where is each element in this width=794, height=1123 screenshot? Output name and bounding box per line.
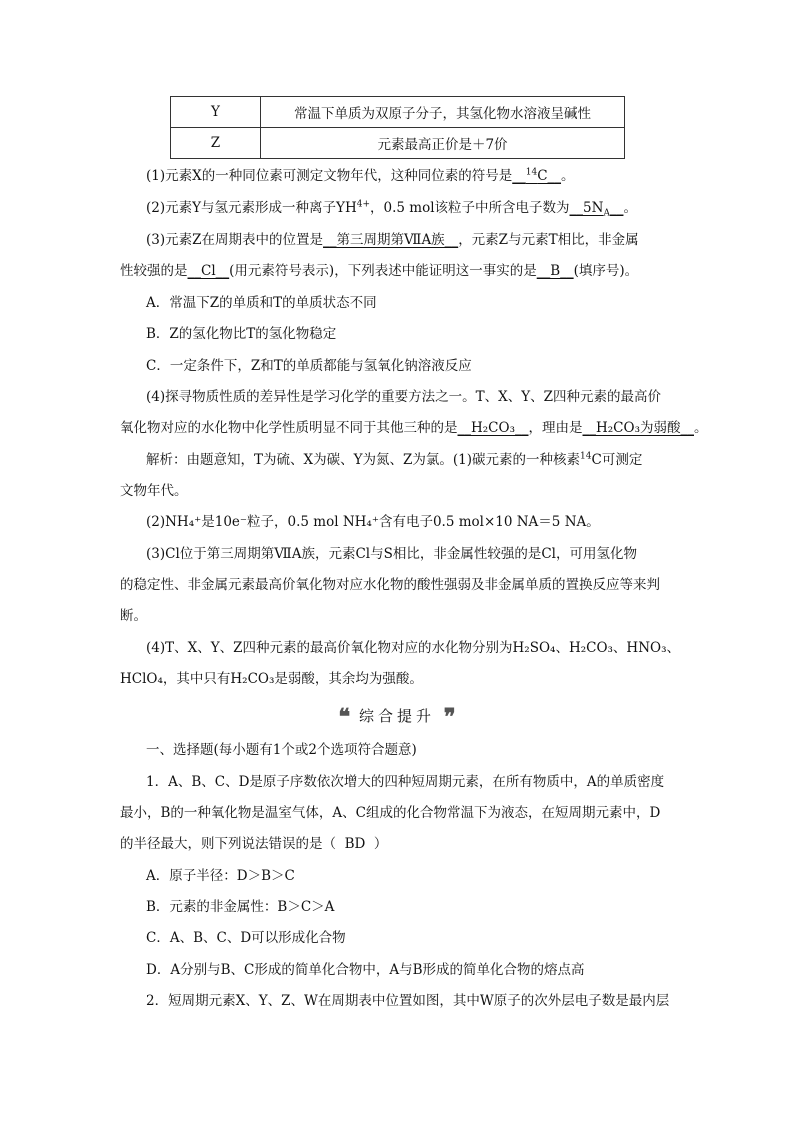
answer: __H₂CO₃__ xyxy=(457,420,529,436)
analysis-line: 断。 xyxy=(120,608,147,624)
table-row xyxy=(171,97,625,128)
option-line: C．一定条件下，Z和T的单质都能与氢氧化钠溶液反应 xyxy=(146,358,472,374)
analysis-line: HClO₄，其中只有H₂CO₃是弱酸，其余均为强酸。 xyxy=(120,671,423,687)
option-line: A．原子半径：D＞B＞C xyxy=(146,868,295,884)
table-row xyxy=(171,128,625,159)
question-4-line-2: 氧化物对应的水化物中化学性质明显不同于其他三种的是__H₂CO₃__，理由是__H₂CO₃为弱酸__。 xyxy=(120,420,708,436)
analysis-line: (3)Cl位于第三周期第ⅦA族，元素Cl与S相比，非金属性较强的是Cl，可用氢化物 xyxy=(146,546,637,562)
option-line: B．元素的非金属性：B＞C＞A xyxy=(146,899,335,915)
question-4-line-1: (4)探寻物质性质的差异性是学习化学的重要方法之一。T、X、Y、Z四种元素的最高价 xyxy=(146,389,662,405)
analysis-line: 的稳定性、非金属元素最高价氧化物对应水化物的酸性强弱及非金属单质的置换反应等来判 xyxy=(120,577,660,593)
table-cell-label: Z xyxy=(171,128,261,159)
analysis-line: (4)T、X、Y、Z四种元素的最高价氧化物对应的水化物分别为H₂SO₄、H₂CO₃、HNO₃、 xyxy=(146,640,681,656)
problem-2-line: 2．短周期元素X、Y、Z、W在周期表中位置如图，其中W原子的次外层电子数是最内层 xyxy=(146,993,670,1009)
answer: __第三周期第ⅦA族__ xyxy=(323,232,459,248)
answer: __$^{14}$C__ xyxy=(512,167,562,184)
question-text: (1)元素X的一种同位素可测定文物年代，这种同位素的符号是 xyxy=(146,168,513,184)
option-line: A．常温下Z的单质和T的单质状态不同 xyxy=(146,295,377,311)
answer: $\_\_5N_A\_\_$ xyxy=(569,200,624,219)
option-line: C．A、B、C、D可以形成化合物 xyxy=(146,930,346,946)
option-line: D．A分别与B、C形成的简单化合物中，A与B形成的简单化合物的熔点高 xyxy=(146,962,585,978)
part-heading: 一、选择题(每小题有1个或2个选项符合题意) xyxy=(146,742,417,758)
analysis-line: 解析：由题意知，T为硫、X为碳、Y为氮、Z为氯。(1)碳元素的一种核素$^{14}$C可测定 xyxy=(146,451,643,468)
element-info-table xyxy=(170,96,625,159)
analysis-line: (2)NH₄⁺是10e⁻粒子，0.5 mol NH₄⁺含有电子0.5 mol×10 NA＝5 NA。 xyxy=(146,514,600,530)
answer: __H₂CO₃为弱酸__ xyxy=(582,420,694,436)
answer: BD xyxy=(336,836,374,852)
problem-1-line: 最小，B的一种氧化物是温室气体，A、C组成的化合物常温下为液态，在短周期元素中，D xyxy=(120,805,661,821)
answer: __Cl__ xyxy=(187,263,230,279)
analysis-line: 文物年代。 xyxy=(120,483,188,499)
question-3-line-2: 性较强的是__Cl__(用元素符号表示)，下列表述中能证明这一事实的是__B__(填序号)。 xyxy=(120,263,639,279)
table-cell-desc: 常温下单质为双原子分子，其氢化物水溶液呈碱性 xyxy=(261,97,625,128)
problem-1-line: 的半径最大，则下列说法错误的是（ BD ） xyxy=(120,836,388,852)
problem-1-line: 1．A、B、C、D是原子序数依次增大的四种短周期元素，在所有物质中，A的单质密度 xyxy=(146,774,665,790)
section-heading xyxy=(0,704,794,730)
answer: __B__ xyxy=(536,263,574,279)
table-cell-label: Y xyxy=(171,97,261,128)
open-quote-icon: ❝ xyxy=(338,704,351,730)
question-1: (1)元素X的一种同位素可测定文物年代，这种同位素的符号是__$^{14}$C__。 xyxy=(146,167,575,184)
table-cell-desc: 元素最高正价是＋7价 xyxy=(261,128,625,159)
close-quote-icon: ❞ xyxy=(443,704,456,730)
question-3-line-1: (3)元素Z在周期表中的位置是__第三周期第ⅦA族__，元素Z与元素T相比，非金属 xyxy=(146,232,639,248)
option-line: B．Z的氢化物比T的氢化物稳定 xyxy=(146,326,337,342)
section-title: 综合提升 xyxy=(358,707,435,725)
question-text: (2)元素Y与氢元素形成一种离子YH xyxy=(146,200,357,216)
question-2: (2)元素Y与氢元素形成一种离子$YH^{4+}$，0.5 mol该粒子中所含电子数为$\_\_5N_A\_\_$。 xyxy=(146,199,637,219)
